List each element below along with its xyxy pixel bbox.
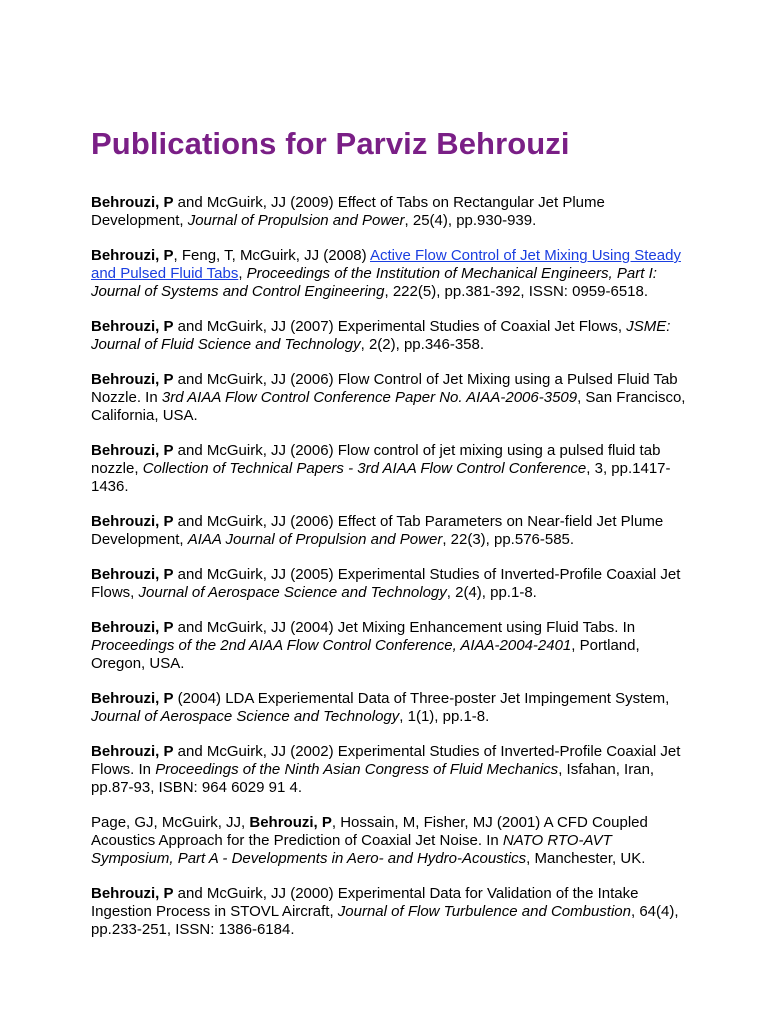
citation-text: and McGuirk, JJ (2006) Flow Control of Jet Mixing using a Pulsed Fluid Tab Nozzle. In: [91, 371, 678, 406]
page-title: Publications for Parviz Behrouzi: [91, 126, 570, 161]
publication-entry: [91, 690, 691, 726]
publication-entry: [91, 566, 691, 602]
citation-text: and McGuirk, JJ (2009) Effect of Tabs on Rectangular Jet Plume Development,: [91, 194, 605, 229]
citation-text: , Manchester, UK.: [526, 850, 646, 867]
citation-text: , San Francisco, California, USA.: [91, 389, 686, 424]
venue-title: Collection of Technical Papers - 3rd AIAA Flow Control Conference: [142, 460, 587, 477]
citation-text: and McGuirk, JJ (2006) Flow control of jet mixing using a pulsed fluid tab nozzle,: [91, 442, 661, 477]
citation-text: ,: [238, 265, 247, 282]
citation-text: , Feng, T, McGuirk, JJ (2008): [173, 247, 370, 264]
citation-text: and McGuirk, JJ (2002) Experimental Studies of Inverted-Profile Coaxial Jet Flows. In: [91, 743, 681, 778]
venue-title: Proceedings of the 2nd AIAA Flow Control Conference, AIAA-2004-2401: [91, 637, 572, 654]
citation-text: , 2(2), pp.346-358.: [360, 336, 485, 353]
venue-title: Proceedings of the Institution of Mechanical Engineers, Part I: Journal of Systems and Control Engineering: [91, 265, 657, 300]
citation-text: and McGuirk, JJ (2006) Effect of Tab Parameters on Near-field Jet Plume Development,: [91, 513, 664, 548]
publication-entry: [91, 247, 691, 301]
document-page: [91, 122, 691, 956]
venue-title: Journal of Aerospace Science and Technology: [91, 708, 400, 725]
author-name-bold: Behrouzi, P: [91, 371, 174, 388]
author-name-bold: Behrouzi, P: [91, 619, 174, 636]
venue-title: 3rd AIAA Flow Control Conference Paper No. AIAA-2006-3509: [161, 389, 578, 406]
venue-title: Journal of Flow Turbulence and Combustion: [337, 903, 631, 920]
citation-text: (2004) LDA Experiemental Data of Three-poster Jet Impingement System,: [173, 690, 670, 707]
publication-entry: [91, 885, 691, 939]
author-name-bold: Behrouzi, P: [91, 194, 174, 211]
publication-entry: [91, 371, 691, 425]
citation-text: , 22(3), pp.576-585.: [442, 531, 575, 548]
publication-entry: [91, 513, 691, 549]
citation-text: , 3, pp.1417-1436.: [91, 460, 671, 495]
citation-text: , Isfahan, Iran, pp.87-93, ISBN: 964 6029 91 4.: [91, 761, 655, 796]
author-name-bold: Behrouzi, P: [91, 318, 174, 335]
citation-text: , 1(1), pp.1-8.: [399, 708, 490, 725]
publication-entry: [91, 194, 691, 230]
venue-title: NATO RTO-AVT Symposium, Part A - Developments in Aero- and Hydro-Acoustics: [91, 832, 612, 867]
venue-title: JSME: Journal of Fluid Science and Technology: [91, 318, 671, 353]
author-name-bold: Behrouzi, P: [91, 885, 174, 902]
author-name-bold: Behrouzi, P: [91, 566, 174, 583]
citation-text: , 222(5), pp.381-392, ISSN: 0959-6518.: [384, 283, 649, 300]
author-name-bold: Behrouzi, P: [249, 814, 332, 831]
citation-text: and McGuirk, JJ (2004) Jet Mixing Enhancement using Fluid Tabs. In: [173, 619, 636, 636]
author-name-bold: Behrouzi, P: [91, 743, 174, 760]
publication-entry: [91, 743, 691, 797]
citation-text: Page, GJ, McGuirk, JJ,: [91, 814, 250, 831]
citation-text: , 25(4), pp.930-939.: [404, 212, 537, 229]
publication-entry: [91, 318, 691, 354]
publication-entry: [91, 814, 691, 868]
author-name-bold: Behrouzi, P: [91, 247, 174, 264]
publication-list: [91, 194, 691, 939]
citation-text: and McGuirk, JJ (2005) Experimental Studies of Inverted-Profile Coaxial Jet Flows,: [91, 566, 681, 601]
venue-title: Journal of Aerospace Science and Technology: [138, 584, 447, 601]
citation-text: , 2(4), pp.1-8.: [446, 584, 537, 601]
publication-link[interactable]: Active Flow Control of Jet Mixing Using Steady and Pulsed Fluid Tabs: [91, 247, 681, 282]
citation-text: and McGuirk, JJ (2007) Experimental Studies of Coaxial Jet Flows,: [173, 318, 627, 335]
author-name-bold: Behrouzi, P: [91, 690, 174, 707]
author-name-bold: Behrouzi, P: [91, 513, 174, 530]
publication-entry: [91, 442, 691, 496]
venue-title: AIAA Journal of Propulsion and Power: [187, 531, 443, 548]
venue-title: Proceedings of the Ninth Asian Congress of Fluid Mechanics: [155, 761, 559, 778]
citation-text: , Hossain, M, Fisher, MJ (2001) A CFD Coupled Acoustics Approach for the Prediction of Coaxial Jet Noise. In: [91, 814, 648, 849]
citation-text: , 64(4), pp.233-251, ISSN: 1386-6184.: [91, 903, 679, 938]
author-name-bold: Behrouzi, P: [91, 442, 174, 459]
citation-text: , Portland, Oregon, USA.: [91, 637, 640, 672]
venue-title: Journal of Propulsion and Power: [187, 212, 405, 229]
citation-text: and McGuirk, JJ (2000) Experimental Data for Validation of the Intake Ingestion Process in STOVL Aircraft,: [91, 885, 639, 920]
publication-entry: [91, 619, 691, 673]
